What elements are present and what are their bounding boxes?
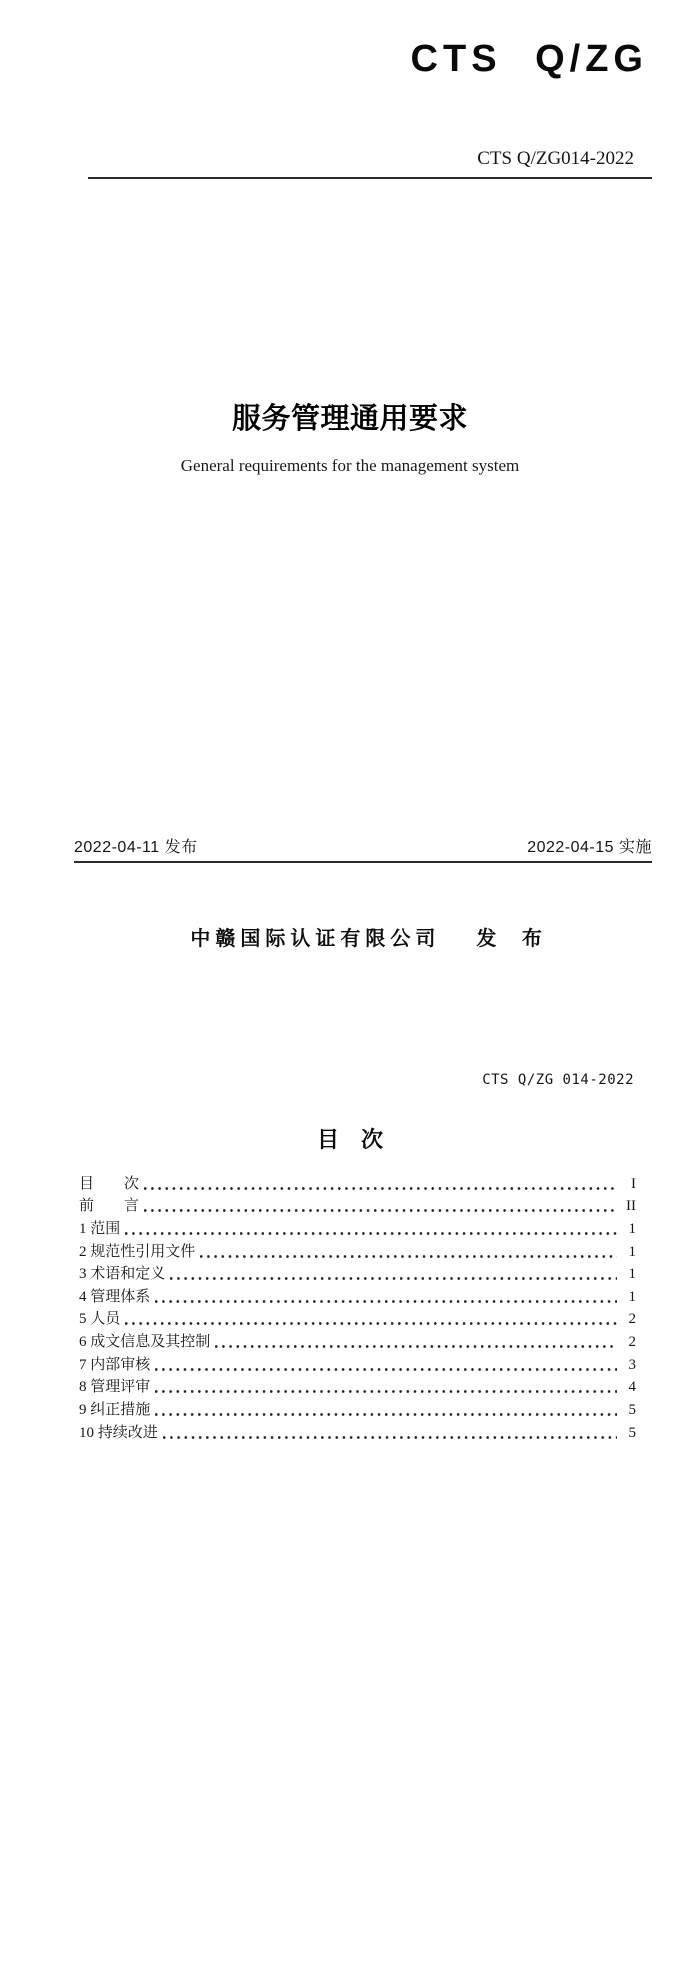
- toc-row: [79, 1193, 636, 1216]
- issue-date: 2022-04-11 发布: [74, 839, 198, 856]
- toc-entry-label: 1 范围: [79, 1220, 121, 1237]
- toc-dot-leader: [125, 1306, 617, 1329]
- toc-row: [79, 1238, 636, 1261]
- document-subtitle: General requirements for the management system: [180, 456, 520, 475]
- toc-page-number: 5: [628, 1424, 636, 1441]
- toc-dot-leader: [170, 1261, 617, 1284]
- toc-row: [79, 1396, 636, 1419]
- toc-entry-label: 4 管理体系: [79, 1288, 151, 1305]
- brand-logo: CTS Q/ZG: [410, 38, 648, 80]
- toc-dot-leader: [200, 1238, 617, 1261]
- dates-row: [74, 834, 652, 863]
- toc-row: [79, 1283, 636, 1306]
- publisher-line: [0, 899, 700, 974]
- toc-page-number: 1: [628, 1288, 636, 1305]
- toc-entry-label: 9 纠正措施: [79, 1401, 151, 1418]
- toc-heading: 目 次: [316, 1127, 383, 1152]
- toc-dot-leader: [215, 1328, 617, 1351]
- toc-page-number: 1: [628, 1266, 636, 1283]
- toc-doc-number: CTS Q/ZG 014-2022: [482, 1072, 634, 1088]
- toc-entry-label: 5 人员: [79, 1311, 121, 1328]
- toc-list: [79, 1170, 636, 1442]
- toc-page-number: 3: [628, 1356, 636, 1373]
- toc-row: [79, 1328, 636, 1351]
- toc-row: [79, 1306, 636, 1329]
- toc-dot-leader: [155, 1351, 617, 1374]
- document-title: 服务管理通用要求: [231, 403, 468, 435]
- header-rule: [88, 177, 652, 179]
- toc-page-number: 1: [628, 1220, 636, 1237]
- publish-label: 发 布: [476, 928, 552, 950]
- toc-entry-label: 2 规范性引用文件: [79, 1243, 196, 1260]
- toc-row: [79, 1215, 636, 1238]
- toc-page-number: 4: [628, 1379, 636, 1396]
- toc-page-number: 2: [628, 1311, 636, 1328]
- toc-row: [79, 1351, 636, 1374]
- toc-entry-label: 6 成文信息及其控制: [79, 1334, 211, 1350]
- toc-row: [79, 1170, 636, 1193]
- toc-entry-label: 目 次: [79, 1175, 140, 1192]
- toc-dot-leader: [125, 1215, 617, 1238]
- toc-row: [79, 1374, 636, 1397]
- publisher-name: 中赣国际认证有限公司: [190, 928, 441, 950]
- toc-dot-leader: [155, 1396, 617, 1419]
- toc-entry-label: 7 内部审核: [79, 1356, 151, 1373]
- implementation-date: 2022-04-15 实施: [527, 839, 652, 856]
- toc-entry-label: 前 言: [79, 1198, 140, 1215]
- toc-dot-leader: [144, 1193, 617, 1216]
- toc-row: [79, 1419, 636, 1442]
- toc-page-number: II: [626, 1198, 636, 1215]
- toc-dot-leader: [144, 1170, 617, 1193]
- toc-dot-leader: [163, 1419, 617, 1442]
- toc-page-number: I: [631, 1175, 636, 1192]
- cover-doc-number: CTS Q/ZG014-2022: [477, 148, 634, 169]
- toc-dot-leader: [155, 1283, 617, 1306]
- toc-entry-label: 3 术语和定义: [79, 1266, 166, 1283]
- toc-entry-label: 10 持续改进: [79, 1424, 158, 1441]
- toc-row: [79, 1261, 636, 1284]
- toc-page-number: 1: [628, 1243, 636, 1260]
- toc-entry-label: 8 管理评审: [79, 1379, 151, 1396]
- toc-page-number: 5: [628, 1401, 636, 1418]
- toc-page-number: 2: [628, 1334, 636, 1350]
- toc-dot-leader: [155, 1374, 617, 1397]
